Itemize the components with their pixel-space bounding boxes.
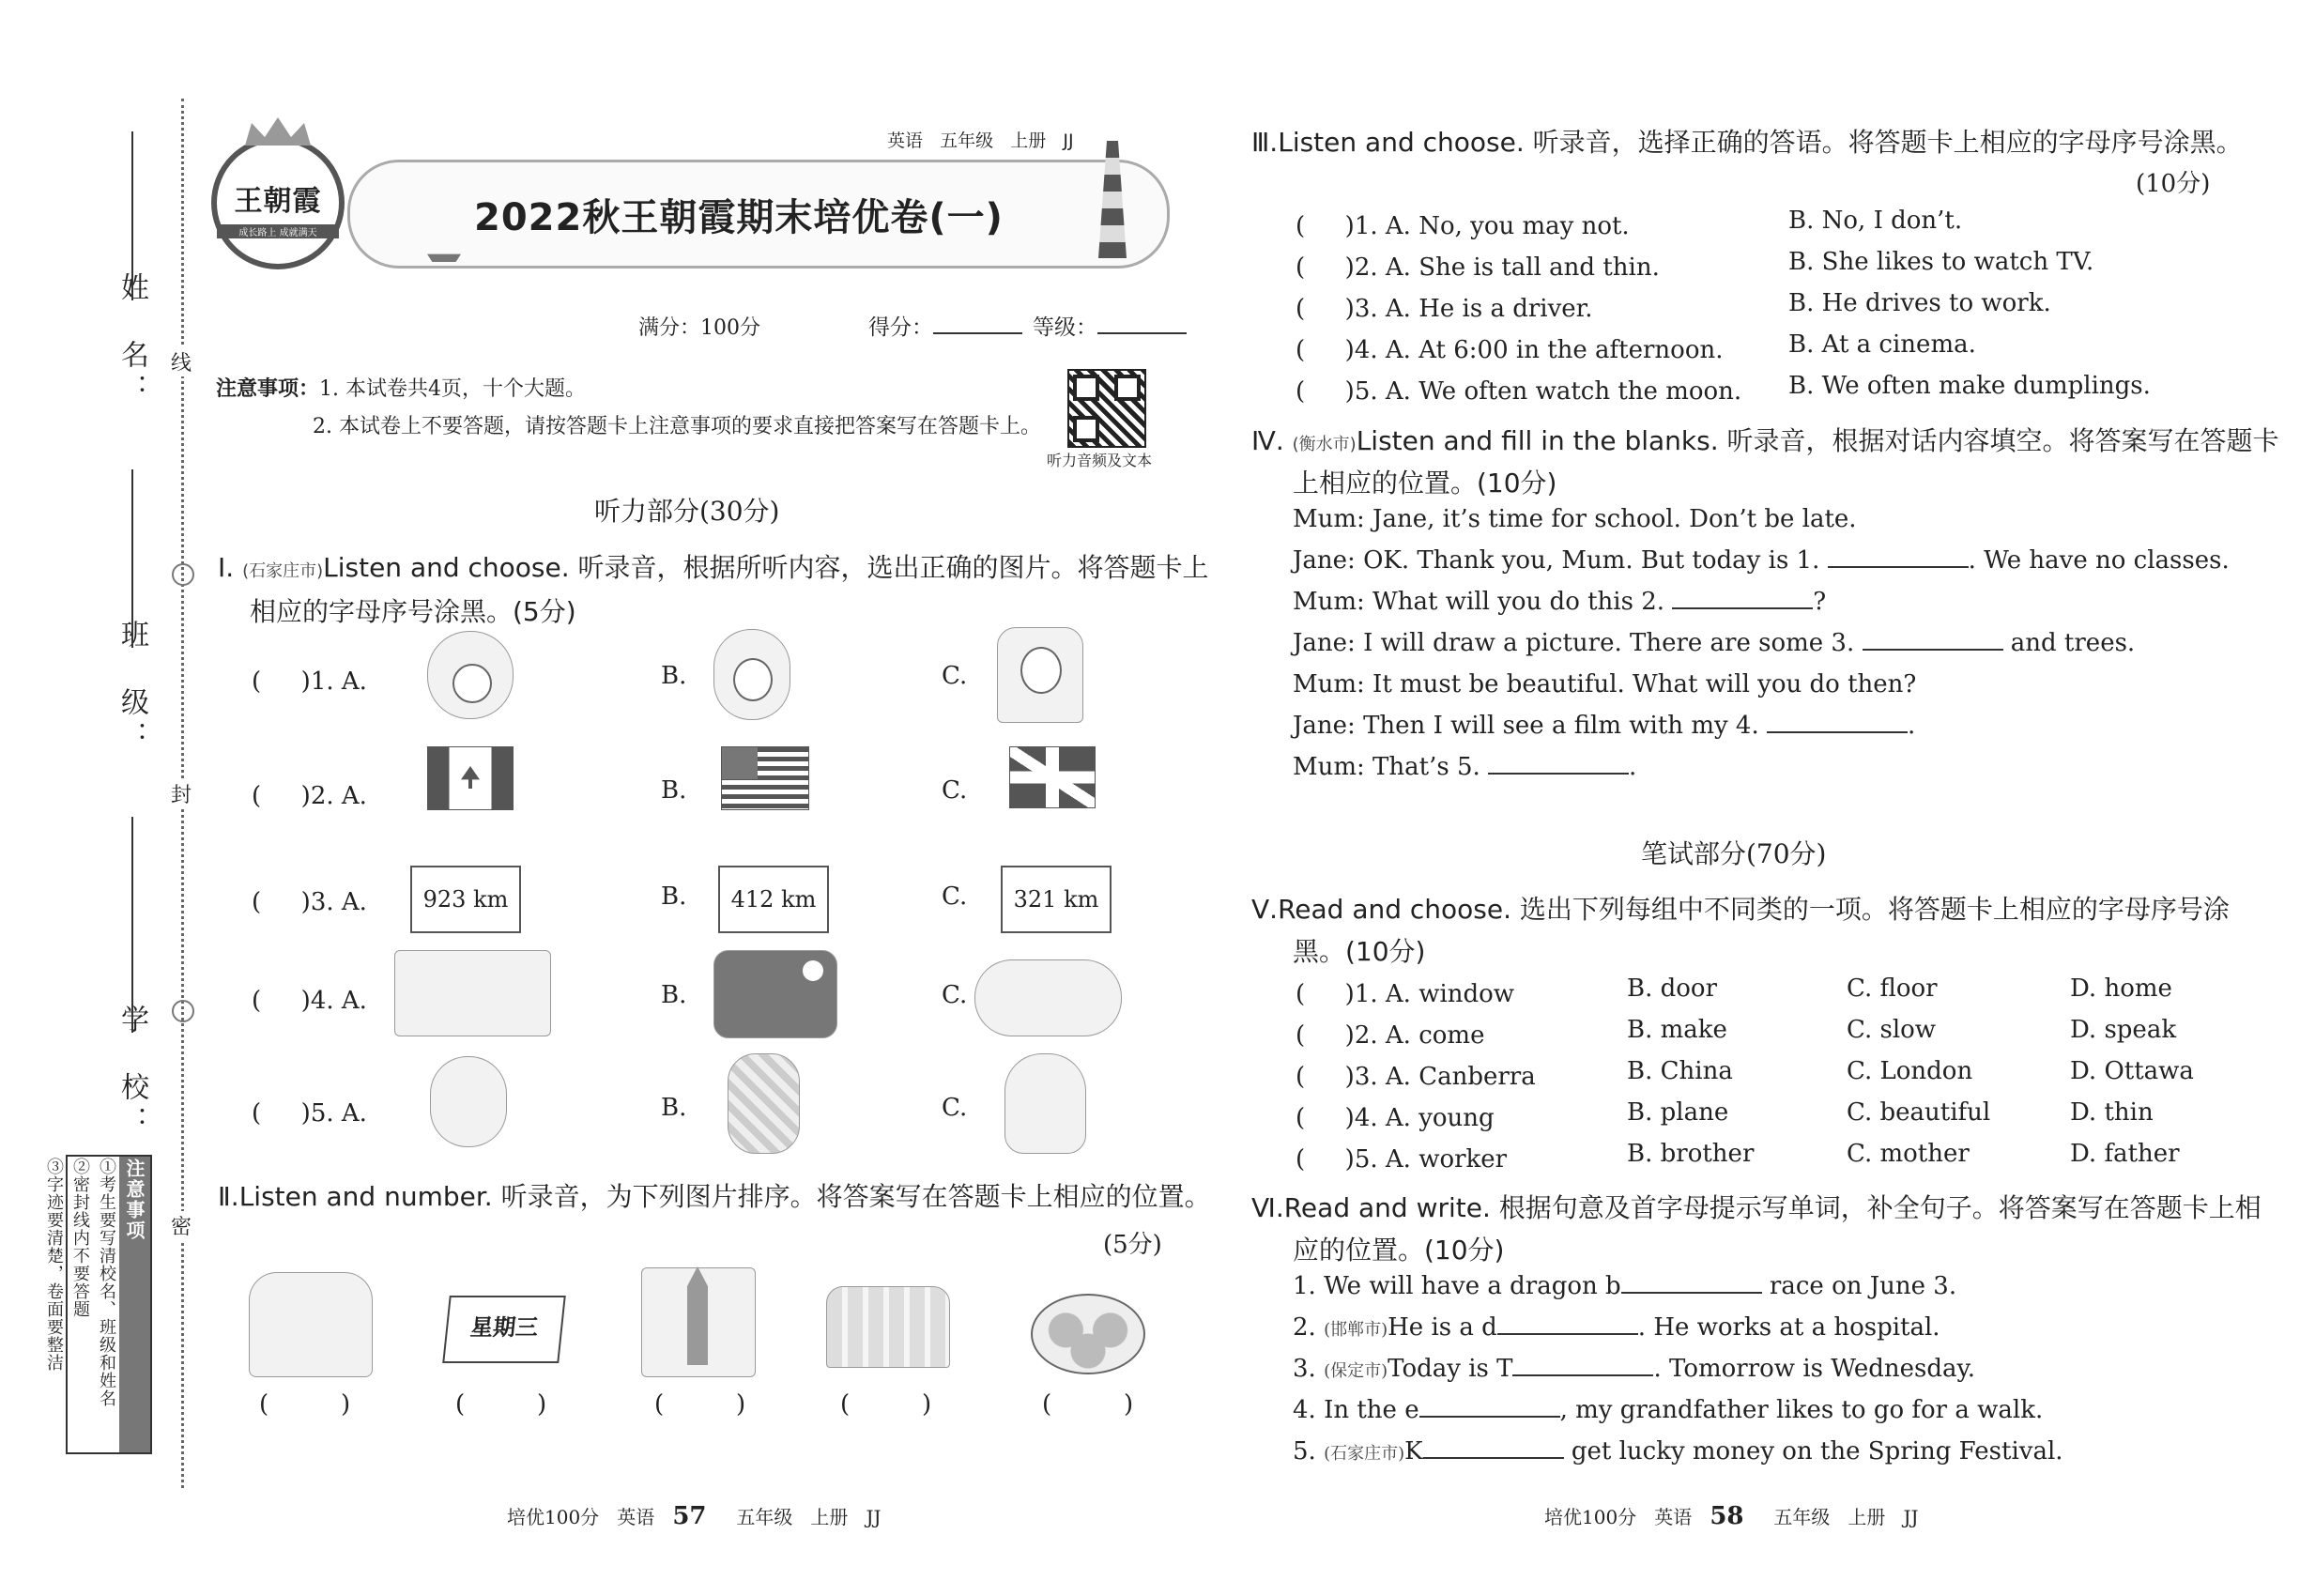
- s6-q1-text-a: 1. We will have a dragon b: [1293, 1272, 1621, 1300]
- s6-q5-tag: (石家庄市): [1324, 1444, 1405, 1464]
- dialog-line-1: Mum: Jane, it’s time for school. Don’t be late.: [1293, 505, 1857, 533]
- section-6-line-2: 应的位置。(10分): [1293, 1235, 1505, 1266]
- monkey-image[interactable]: [430, 1056, 507, 1147]
- footer-left-edition: JJ: [866, 1506, 882, 1528]
- footer-left: [507, 1502, 882, 1530]
- binding-notice-box: [44, 1155, 152, 1454]
- binding-hole-1: [172, 563, 194, 586]
- s6-q2: [1293, 1313, 1940, 1342]
- s2-answer-4[interactable]: ( ): [840, 1390, 932, 1419]
- s6-q4: [1293, 1396, 2043, 1424]
- section-6-line-1: [1251, 1188, 2262, 1225]
- s5-q2-d: D. speak: [2070, 1016, 2177, 1044]
- cut-label-1: 线: [171, 347, 192, 376]
- s3-q2-b: B. She likes to watch TV.: [1788, 248, 2094, 276]
- s6-q3-tag: (保定市): [1324, 1361, 1388, 1381]
- binding-notice-item-2: ②密封线内不要答题: [70, 1158, 90, 1318]
- dialog-line-4: [1293, 629, 2135, 657]
- school-label: 学 校：: [115, 1005, 148, 1140]
- notice-line-1: [216, 373, 586, 402]
- dialog-3-text-a: Mum: What will you do this 2.: [1293, 588, 1673, 616]
- s6-q5: [1293, 1437, 2063, 1466]
- spring-festival-image[interactable]: [394, 950, 551, 1036]
- s6-blank-5[interactable]: [1423, 1457, 1564, 1459]
- s5-q4-b: B. plane: [1627, 1098, 1729, 1127]
- footer-left-subject: 英语: [617, 1506, 655, 1528]
- s5-q5-a: ( )5. A. worker: [1296, 1145, 1508, 1174]
- lighthouse-icon: [1098, 141, 1127, 258]
- s5-q1-d: D. home: [2070, 974, 2172, 1003]
- dialog-7-text-b: .: [1629, 753, 1637, 781]
- s5-q3-d: D. Ottawa: [2070, 1057, 2194, 1085]
- s1-q4-b: B.: [661, 981, 687, 1009]
- s6-q2-text-a: He is a d: [1388, 1313, 1497, 1342]
- meta-edition: JJ: [1063, 130, 1074, 151]
- blank-1[interactable]: [1828, 566, 1969, 568]
- section-2-text: Listen and number. 听录音，为下列图片排序。将答案写在答题卡上相应的位置。: [238, 1181, 1211, 1212]
- page-number-right: 58: [1710, 1502, 1744, 1530]
- s5-q5-b: B. brother: [1627, 1140, 1755, 1168]
- s6-q2-num: 2.: [1293, 1313, 1325, 1342]
- rooster-image[interactable]: [1004, 1053, 1086, 1154]
- score-field[interactable]: [868, 310, 1022, 341]
- s1-q4-number: ( )4. A.: [252, 987, 367, 1015]
- section-1-line-2: 相应的字母序号涂黑。(5分): [250, 596, 576, 627]
- s6-blank-3[interactable]: [1512, 1374, 1653, 1376]
- dialog-line-6: [1293, 712, 1915, 740]
- blank-4[interactable]: [1767, 731, 1908, 733]
- s3-q1-a: ( )1. A. No, you may not.: [1296, 212, 1630, 240]
- s3-q5-b: B. We often make dumplings.: [1788, 372, 2151, 400]
- s6-q3-text-a: Today is T: [1388, 1355, 1513, 1383]
- section-3-score: (10分): [2136, 170, 2211, 198]
- listening-title: 听力部分(30分): [594, 496, 780, 527]
- dialog-2-text-b: . We have no classes.: [1968, 546, 2230, 575]
- school-line: [131, 817, 133, 1033]
- section-6-num: Ⅵ.: [1251, 1192, 1284, 1223]
- footer-right-grade: 五年级: [1773, 1506, 1831, 1528]
- s5-q1-b: B. door: [1627, 974, 1718, 1003]
- s5-q1-c: C. floor: [1847, 974, 1938, 1003]
- dialog-line-2: [1293, 546, 2230, 575]
- dialog-line-5: Mum: It must be beautiful. What will you do then?: [1293, 670, 1917, 698]
- dialog-line-3: [1293, 588, 1826, 616]
- meta-term: 上册: [1010, 130, 1047, 151]
- s2-answer-3[interactable]: ( ): [654, 1390, 746, 1419]
- s1-q5-c: C.: [942, 1094, 968, 1122]
- meta-grade: 五年级: [940, 130, 994, 151]
- s1-q3-b: B.: [661, 882, 687, 911]
- s6-q3: [1293, 1355, 1975, 1383]
- train-image[interactable]: [826, 1286, 950, 1368]
- page-number-left: 57: [672, 1502, 707, 1530]
- logo-crown-icon: [245, 117, 311, 146]
- woman-face-image[interactable]: [713, 629, 790, 720]
- usa-flag-image[interactable]: [721, 746, 809, 810]
- full-score: 满分：100分: [638, 316, 760, 340]
- qr-code[interactable]: [1067, 369, 1146, 448]
- name-label: 姓 名：: [115, 272, 148, 407]
- section-1-text: Listen and choose. 听录音，根据所听内容，选出正确的图片。将答题卡上: [323, 552, 1209, 583]
- footer-right: [1544, 1502, 1919, 1530]
- s6-blank-2[interactable]: [1497, 1333, 1638, 1335]
- footer-right-series: 培优100分: [1544, 1506, 1637, 1528]
- s3-q1-b: B. No, I don’t.: [1788, 207, 1963, 235]
- s5-q1-a: ( )1. A. window: [1296, 980, 1515, 1008]
- s6-q2-text-b: . He works at a hospital.: [1637, 1313, 1940, 1342]
- footer-right-edition: JJ: [1903, 1506, 1919, 1528]
- s1-q1-c: C.: [942, 662, 968, 690]
- notice-text-1: 1. 本试卷共4页，十个大题。: [319, 377, 586, 401]
- meta-subject: 英语: [887, 130, 924, 151]
- uk-flag-image[interactable]: [1009, 746, 1096, 808]
- section-1-line-1: [218, 547, 1209, 585]
- s1-q5-b: B.: [661, 1094, 687, 1122]
- s1-q1-number: ( )1. A.: [252, 668, 367, 696]
- logo-text: 王朝霞: [234, 185, 322, 218]
- section-5-line-1: [1251, 889, 2230, 927]
- s1-q4-c: C.: [942, 981, 968, 1009]
- logo-slogan: 成长路上 成就满天: [217, 224, 339, 238]
- s5-q3-c: C. London: [1847, 1057, 1973, 1085]
- s6-blank-4[interactable]: [1419, 1416, 1560, 1418]
- dialog-7-text-a: Mum: That’s 5.: [1293, 753, 1489, 781]
- header-meta: [887, 127, 1074, 152]
- section-1-num: Ⅰ.: [218, 552, 235, 583]
- distance-box-b[interactable]: 412 km: [718, 866, 829, 933]
- big-ben-image[interactable]: [641, 1267, 756, 1377]
- s3-q3-a: ( )3. A. He is a driver.: [1296, 295, 1593, 323]
- grade-field[interactable]: [1033, 310, 1187, 341]
- page-title: 2022秋王朝霞期末培优卷(一): [474, 196, 1004, 239]
- s3-q4-a: ( )4. A. At 6:00 in the afternoon.: [1296, 336, 1724, 364]
- class-line: [131, 469, 133, 648]
- section-4-num: Ⅳ.: [1251, 425, 1284, 456]
- s5-q2-a: ( )2. A. come: [1296, 1021, 1485, 1050]
- blank-2[interactable]: [1672, 607, 1813, 609]
- cut-label-2: 封: [171, 779, 192, 808]
- s6-q5-num: 5.: [1293, 1437, 1325, 1466]
- mid-autumn-image[interactable]: [713, 950, 837, 1038]
- s1-q2-b: B.: [661, 776, 687, 805]
- binding-notice-item-3: ③字迹要清楚，卷面要整洁: [44, 1158, 64, 1372]
- s5-q3-b: B. China: [1627, 1057, 1733, 1085]
- footer-left-series: 培优100分: [507, 1506, 600, 1528]
- s2-answer-1[interactable]: ( ): [259, 1390, 351, 1419]
- qr-caption: 听力音频及文本: [1047, 452, 1153, 469]
- s6-q2-tag: (邯郸市): [1324, 1320, 1388, 1340]
- s6-q3-text-b: . Tomorrow is Wednesday.: [1653, 1355, 1975, 1383]
- cook-image[interactable]: [249, 1272, 373, 1377]
- s6-q5-text-a: K: [1404, 1437, 1423, 1466]
- s6-q5-text-b: get lucky money on the Spring Festival.: [1563, 1437, 2063, 1466]
- dragon-boat-image[interactable]: [974, 959, 1122, 1036]
- section-5-line-2: 黑。(10分): [1293, 936, 1426, 967]
- section-2-line: [218, 1176, 1211, 1214]
- footer-left-grade: 五年级: [736, 1506, 793, 1528]
- section-5-text: Read and choose. 选出下列每组中不同类的一项。将答题卡上相应的字母序号涂: [1278, 894, 2230, 925]
- canada-flag-image[interactable]: [427, 746, 514, 810]
- s2-answer-5[interactable]: ( ): [1042, 1390, 1134, 1419]
- dialog-4-text-a: Jane: I will draw a picture. There are some 3.: [1293, 629, 1863, 657]
- dialog-line-7: [1293, 753, 1636, 781]
- section-3-text: Listen and choose. 听录音，选择正确的答语。将答题卡上相应的字母序号涂黑。: [1278, 127, 2243, 158]
- s6-blank-1[interactable]: [1621, 1292, 1762, 1294]
- s1-q3-number: ( )3. A.: [252, 888, 367, 916]
- section-4-tag: (衡水市): [1292, 435, 1357, 454]
- grade-label: 等级：: [1033, 315, 1097, 340]
- s3-q2-a: ( )2. A. She is tall and thin.: [1296, 253, 1660, 282]
- mooncakes-image[interactable]: [1031, 1294, 1145, 1374]
- notice-label: 注意事项：: [216, 376, 320, 401]
- blank-5[interactable]: [1488, 773, 1629, 775]
- binding-hole-2: [172, 1000, 194, 1022]
- section-3-num: Ⅲ.: [1251, 127, 1279, 158]
- binding-notice-title: 注意事项: [119, 1157, 150, 1452]
- section-4-line-1: [1251, 421, 2279, 458]
- s6-q3-num: 3.: [1293, 1355, 1325, 1383]
- brand-logo: [211, 136, 345, 269]
- s2-answer-2[interactable]: ( ): [455, 1390, 547, 1419]
- dialog-6-text-a: Jane: Then I will see a film with my 4.: [1293, 712, 1767, 740]
- section-1-tag: (石家庄市): [242, 561, 324, 581]
- distance-box-a[interactable]: 923 km: [410, 866, 521, 933]
- s1-q1-b: B.: [661, 662, 687, 690]
- section-5-num: Ⅴ.: [1251, 894, 1279, 925]
- man-face-image[interactable]: [997, 627, 1083, 723]
- tiger-image[interactable]: [728, 1053, 800, 1154]
- s5-q5-c: C. mother: [1847, 1140, 1970, 1168]
- binding-notice-item-1: ①考生要写清校名、班级和姓名: [97, 1158, 116, 1407]
- calendar-image[interactable]: [442, 1296, 566, 1363]
- dialog-2-text-a: Jane: OK. Thank you, Mum. But today is 1.: [1293, 546, 1828, 575]
- name-line: [131, 131, 133, 300]
- s6-q1-text-b: race on June 3.: [1761, 1272, 1957, 1300]
- dialog-6-text-b: .: [1908, 712, 1916, 740]
- section-4-line-2: 上相应的位置。(10分): [1293, 468, 1557, 499]
- s5-q4-d: D. thin: [2070, 1098, 2154, 1127]
- s6-q1: [1293, 1272, 1956, 1300]
- footer-right-subject: 英语: [1654, 1506, 1693, 1528]
- s1-q5-number: ( )5. A.: [252, 1099, 367, 1128]
- s1-q2-c: C.: [942, 776, 968, 805]
- score-label: 得分：: [868, 315, 933, 340]
- s3-q3-b: B. He drives to work.: [1788, 289, 2051, 317]
- notice-text-2: 2. 本试卷上不要答题，请按答题卡上注意事项的要求直接把答案写在答题卡上。: [313, 415, 1041, 438]
- s5-q4-a: ( )4. A. young: [1296, 1104, 1495, 1132]
- s1-q2-number: ( )2. A.: [252, 782, 367, 810]
- footer-left-term: 上册: [810, 1506, 849, 1528]
- s6-q4-text-b: , my grandfather likes to go for a walk.: [1559, 1396, 2044, 1424]
- dialog-4-text-b: and trees.: [2002, 629, 2136, 657]
- section-6-text: Read and write. 根据句意及首字母提示写单词，补全句子。将答案写在答题卡上相: [1283, 1192, 2262, 1223]
- girl-face-image[interactable]: [427, 631, 514, 719]
- calendar-text: 星期三: [468, 1314, 540, 1341]
- dialog-3-text-b: ?: [1813, 588, 1827, 616]
- s5-q4-c: C. beautiful: [1847, 1098, 1991, 1127]
- footer-right-term: 上册: [1848, 1506, 1886, 1528]
- writing-title: 笔试部分(70分): [1641, 838, 1827, 869]
- distance-box-c[interactable]: 321 km: [1001, 866, 1112, 933]
- cut-label-3: 密: [171, 1211, 192, 1240]
- section-2-score: (5分): [1103, 1231, 1162, 1259]
- s3-q4-b: B. At a cinema.: [1788, 330, 1976, 359]
- section-4-text: Listen and fill in the blanks. 听录音，根据对话内容填空。将答案写在答题卡: [1356, 425, 2279, 456]
- class-label: 班 级：: [115, 620, 148, 755]
- blank-3[interactable]: [1863, 649, 2003, 651]
- s5-q5-d: D. father: [2070, 1140, 2180, 1168]
- s5-q2-b: B. make: [1627, 1016, 1727, 1044]
- section-2-num: Ⅱ.: [218, 1181, 239, 1212]
- s5-q3-a: ( )3. A. Canberra: [1296, 1063, 1536, 1091]
- section-3-line: [1251, 122, 2243, 160]
- s1-q3-c: C.: [942, 882, 968, 911]
- s3-q5-a: ( )5. A. We often watch the moon.: [1296, 377, 1742, 406]
- s6-q4-text-a: 4. In the e: [1293, 1396, 1419, 1424]
- s5-q2-c: C. slow: [1847, 1016, 1937, 1044]
